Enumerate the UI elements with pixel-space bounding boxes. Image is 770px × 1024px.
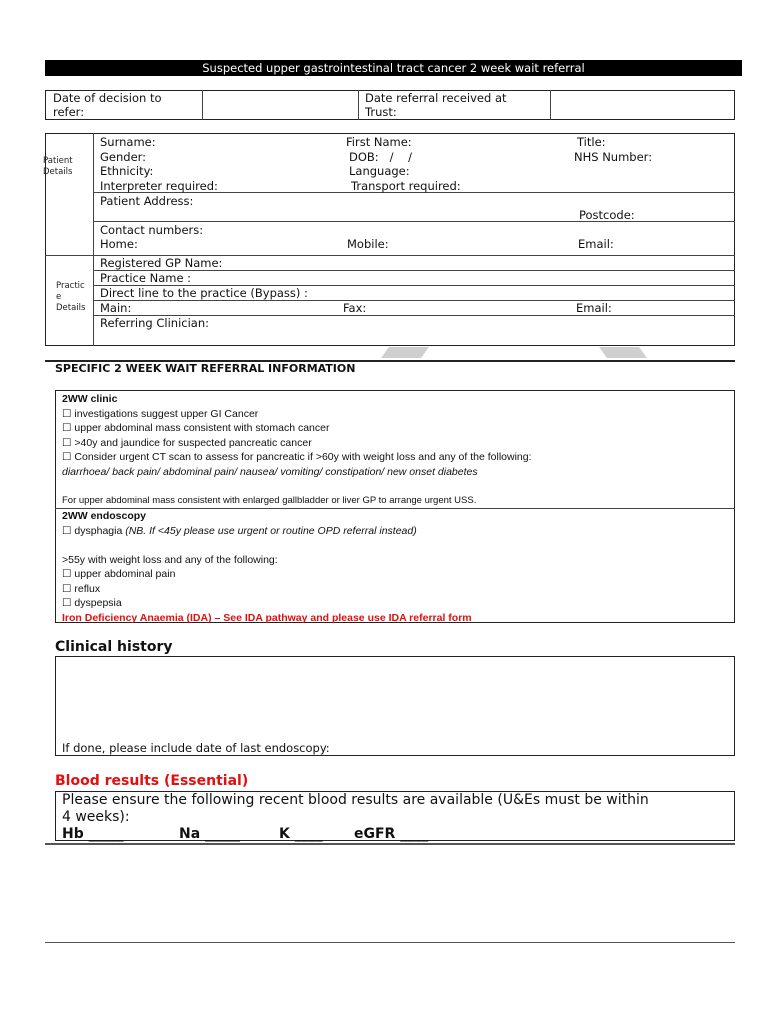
contact-numbers-label: Contact numbers: [100,223,204,237]
clinic-heading: 2WW clinic [62,393,118,405]
address-label[interactable]: Patient Address: [100,194,194,208]
clinic-checkbox-4[interactable]: ☐ Consider urgent CT scan to assess for pancreatic if >60y with weight loss and any of the following: [62,450,732,465]
practice-email-label[interactable]: Email: [576,301,612,315]
watermark-shape-left [381,347,429,358]
received-date-label: Date referral received at Trust: [365,91,507,119]
endoscopy-heading: 2WW endoscopy [62,510,147,522]
clinic-note: For upper abdominal mass consistent with enlarged gallbladder or liver GP to arrange urgent USS. [62,495,477,506]
endoscopy-checkbox-1[interactable]: ☐ upper abdominal pain [62,567,732,582]
form-title: Suspected upper gastrointestinal tract cancer 2 week wait referral [45,60,742,76]
endoscopy-section [62,509,732,625]
patient-details-label: Patient Details [43,156,73,177]
ida-link[interactable]: Iron Deficiency Anaemia (IDA) – See IDA pathway and please use IDA referral form [62,611,472,624]
clinic-checkbox-3[interactable]: ☐ >40y and jaundice for suspected pancreatic cancer [62,436,732,451]
watermark-shape-right [599,347,647,358]
decision-date-field[interactable] [203,91,357,119]
direct-line-label[interactable]: Direct line to the practice (Bypass) : [100,286,308,300]
specific-referral-heading: SPECIFIC 2 WEEK WAIT REFERRAL INFORMATION [55,362,356,375]
clinic-section [62,392,732,479]
interpreter-label[interactable]: Interpreter required: [100,179,218,193]
title-label[interactable]: Title: [577,135,606,149]
blood-results-heading: Blood results (Essential) [55,773,249,789]
mobile-label[interactable]: Mobile: [347,237,389,251]
postcode-label[interactable]: Postcode: [579,208,635,222]
na-field[interactable]: Na _____ [179,826,241,842]
fax-label[interactable]: Fax: [343,301,367,315]
k-field[interactable]: K ____ [279,826,323,842]
egfr-field[interactable]: eGFR ____ [354,826,429,842]
received-date-field[interactable] [551,91,734,119]
endoscopy-checkbox-3[interactable]: ☐ dyspepsia [62,596,732,611]
surname-label[interactable]: Surname: [100,135,156,149]
referring-clinician-label[interactable]: Referring Clinician: [100,316,209,330]
language-label[interactable]: Language: [349,164,410,178]
blood-results-instruction: Please ensure the following recent blood results are available (U&Es must be within 4 weeks): [62,792,649,825]
clinic-item4-detail: diarrhoea/ back pain/ abdominal pain/ nausea/ vomiting/ constipation/ new onset diabetes [62,465,478,478]
footer-rule [45,942,735,943]
last-endoscopy-label: If done, please include date of last endoscopy: [62,741,330,755]
gender-label[interactable]: Gender: [100,150,147,164]
practice-name-label[interactable]: Practice Name : [100,271,192,285]
endoscopy-checkbox-2[interactable]: ☐ reflux [62,582,732,597]
over55-text: >55y with weight loss and any of the following: [62,553,278,566]
decision-date-label: Date of decision to refer: [53,91,162,119]
practice-details-label: Practic e Details [56,281,86,313]
gp-name-label[interactable]: Registered GP Name: [100,256,223,270]
clinic-checkbox-1[interactable]: ☐ investigations suggest upper GI Cancer [62,407,732,422]
transport-label[interactable]: Transport required: [351,179,461,193]
nhs-number-label[interactable]: NHS Number: [574,150,653,164]
main-phone-label[interactable]: Main: [100,301,132,315]
hb-field[interactable]: Hb _____ [62,826,124,842]
patient-email-label[interactable]: Email: [578,237,614,251]
clinic-checkbox-2[interactable]: ☐ upper abdominal mass consistent with stomach cancer [62,421,732,436]
ethnicity-label[interactable]: Ethnicity: [100,164,154,178]
dob-label[interactable]: DOB: / / [349,150,413,164]
first-name-label[interactable]: First Name: [346,135,412,149]
dysphagia-checkbox[interactable]: ☐ dysphagia (NB. If <45y please use urgent or routine OPD referral instead) [62,524,732,539]
home-phone-label[interactable]: Home: [100,237,138,251]
clinical-history-heading: Clinical history [55,639,173,655]
